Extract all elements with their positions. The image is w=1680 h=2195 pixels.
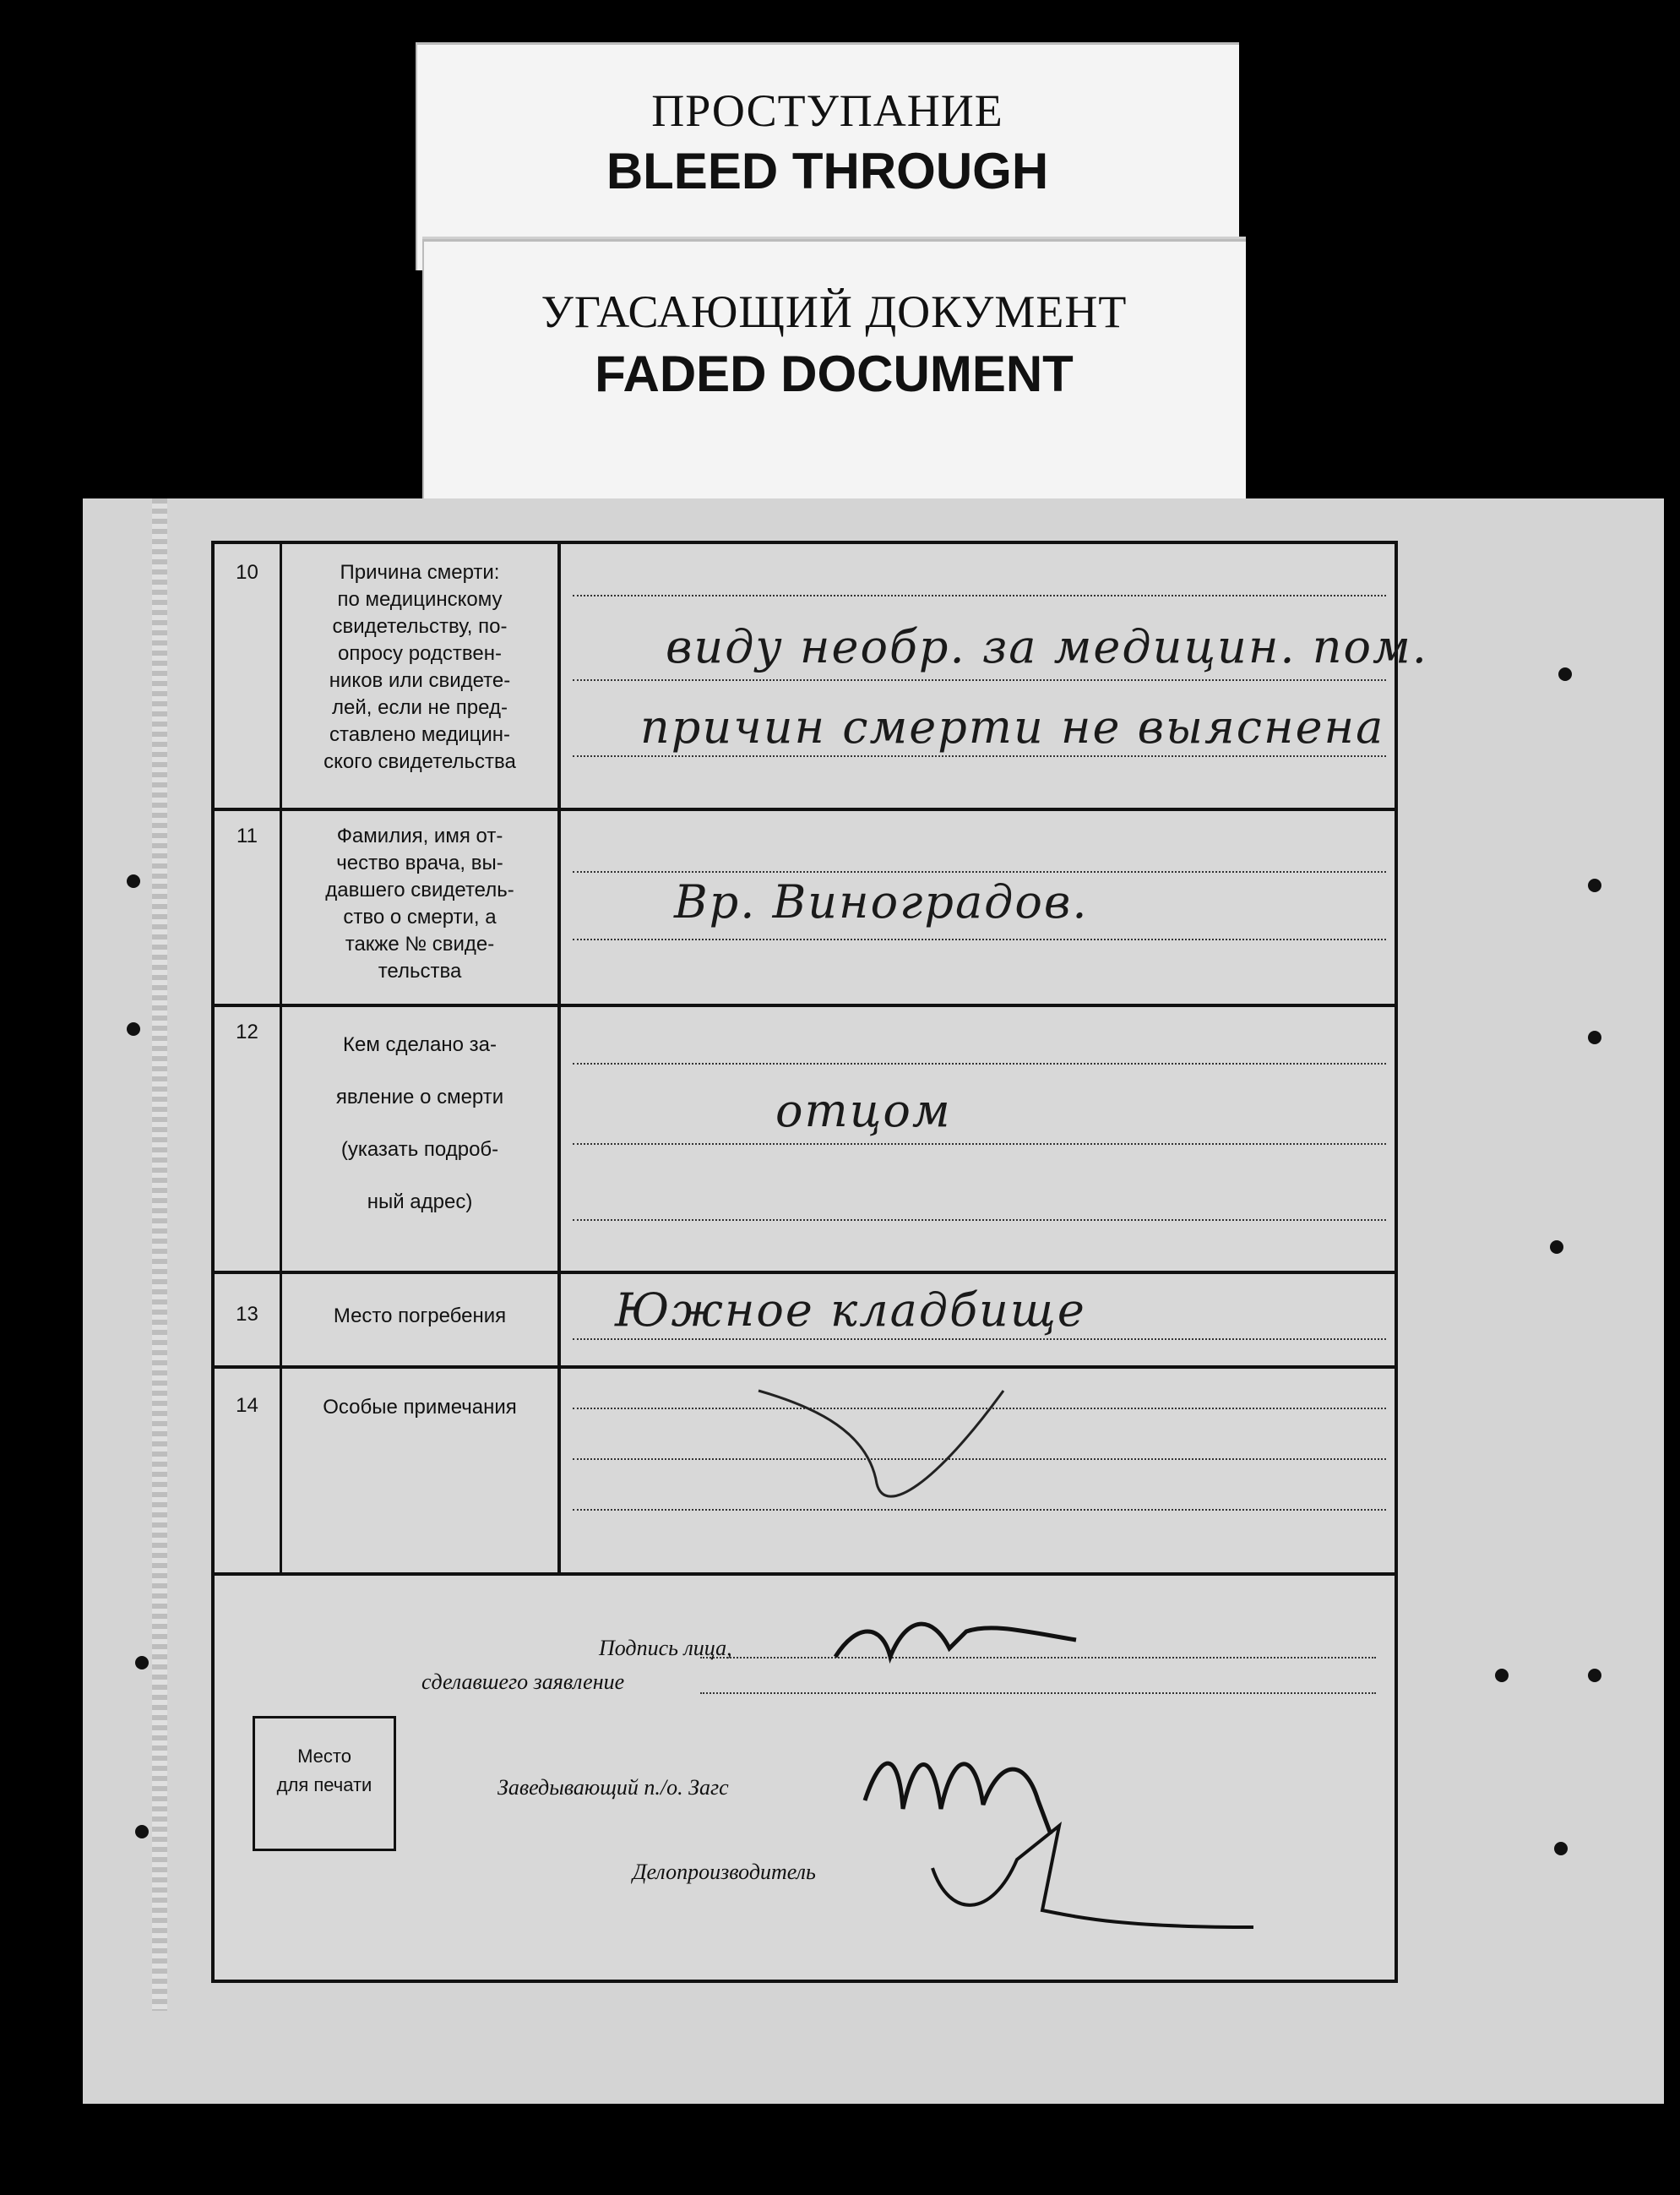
row-label: Кем сделано за- явление о смерти (указать подроб- ный адрес): [282, 1004, 561, 1271]
handwritten-text: Южное кладбище: [615, 1283, 1086, 1337]
row-number: 13: [215, 1271, 282, 1365]
stamp-label-2: для печати: [276, 1774, 372, 1795]
faded-document-ru: УГАСАЮЩИЙ ДОКУМЕНТ: [541, 286, 1128, 337]
clerk-label: Делопроизводитель: [633, 1860, 816, 1884]
form-row-10: [215, 544, 1428, 811]
stamp-label-1: Место: [297, 1746, 351, 1767]
registry-head-label: Заведывающий п./о. Загс: [497, 1775, 729, 1800]
punch-hole: [1558, 667, 1572, 681]
punch-hole: [1588, 1031, 1601, 1044]
sheet-perforated-edge: [152, 498, 167, 2011]
form-row-11: [215, 808, 1395, 1007]
signature-line: [700, 1692, 1376, 1694]
punch-hole: [1554, 1842, 1568, 1855]
clerk-signature: [916, 1817, 1270, 1944]
handwritten-text: причин смерти не выяснена: [640, 700, 1385, 754]
punch-hole: [1588, 879, 1601, 892]
applicant-signature: [831, 1606, 1085, 1674]
row-number: 12: [215, 1004, 282, 1271]
bleed-through-en: BLEED THROUGH: [606, 143, 1049, 199]
row-label: Причина смерти: по медицинскому свидетельству, по- опросу родствен- ников или свидете- лей, если не пред- ставлено медицин- ского свидетельства: [282, 544, 561, 808]
row-number: 14: [215, 1365, 282, 1572]
doctor-name-field[interactable]: [564, 808, 1395, 1004]
punch-hole: [127, 1022, 140, 1036]
form-row-12: [215, 1004, 1395, 1274]
burial-place-field[interactable]: [564, 1271, 1395, 1365]
stamp-placeholder: [253, 1716, 396, 1851]
faded-document-card: [422, 237, 1246, 501]
row-label: Место погребения: [282, 1271, 561, 1365]
death-record-form: [211, 541, 1428, 1983]
form-row-13: [215, 1271, 1395, 1369]
applicant-signature-label: Подпись лица,: [599, 1636, 732, 1660]
punch-hole: [1588, 1669, 1601, 1682]
handwritten-text: виду необр. за медицин. пом.: [666, 620, 1428, 673]
handwritten-text: Вр. Виноградов.: [674, 875, 1089, 929]
declarant-field[interactable]: [564, 1004, 1395, 1271]
punch-hole: [1550, 1240, 1563, 1254]
special-notes-field[interactable]: [564, 1365, 1395, 1572]
applicant-signature-label-2: сделавшего заявление: [421, 1669, 625, 1694]
form-row-14: [215, 1365, 1395, 1576]
row-number: 10: [215, 544, 282, 808]
strike-mark: [750, 1382, 1054, 1526]
punch-hole: [127, 874, 140, 888]
faded-document-en: FADED DOCUMENT: [595, 346, 1074, 402]
handwritten-text: отцом: [775, 1084, 952, 1137]
row-number: 11: [215, 808, 282, 1004]
bleed-through-ru: ПРОСТУПАНИЕ: [651, 85, 1003, 136]
row-label: Фамилия, имя от- чество врача, вы- давшего свидетель- ство о смерти, а также № свиде- тельства: [282, 808, 561, 1004]
row-label: Особые примечания: [282, 1365, 561, 1572]
punch-hole: [1495, 1669, 1509, 1682]
cause-of-death-field[interactable]: [564, 544, 1428, 808]
signature-block: [215, 1572, 1395, 1980]
punch-hole: [135, 1825, 149, 1838]
punch-hole: [135, 1656, 149, 1669]
